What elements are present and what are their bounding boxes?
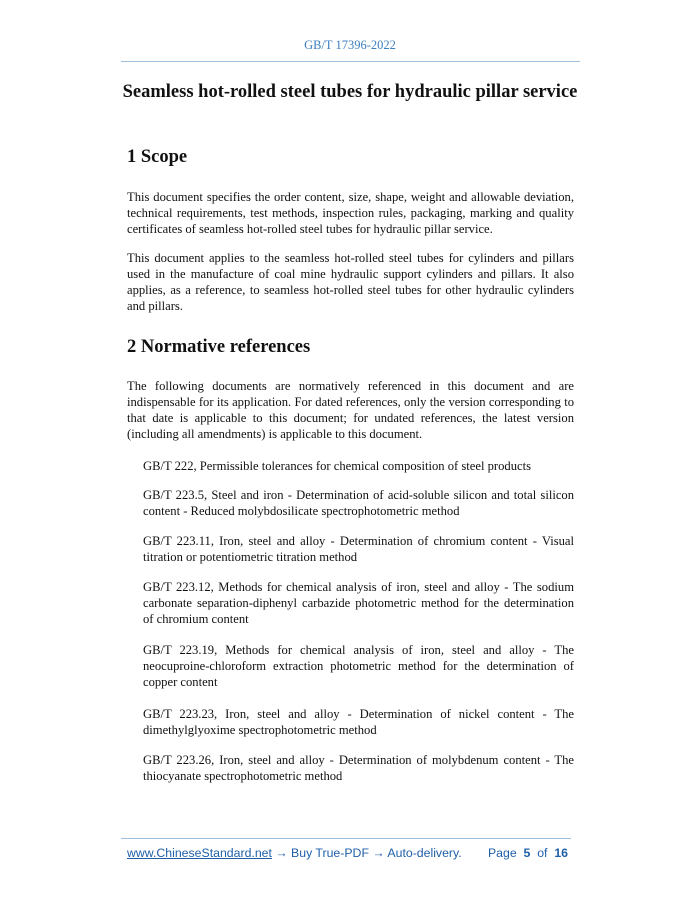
reference-item: GB/T 222, Permissible tolerances for chemical composition of steel products	[143, 459, 531, 473]
footer-promo	[127, 846, 462, 860]
current-page: 5	[523, 846, 531, 860]
reference-item: GB/T 223.26, Iron, steel and alloy - Determination of molybdenum content - The thiocyanate spectrophotometric method	[143, 753, 574, 783]
footer	[127, 846, 570, 860]
paragraph: This document applies to the seamless hot-rolled steel tubes for cylinders and pillars used in the manufacture of coal mine hydraulic support cylinders and pillars. It also applies, as a reference, to seamless hot-rolled steel tubes for other hydraulic cylinders and pillars.	[127, 251, 574, 313]
reference-item: GB/T 223.19, Methods for chemical analysis of iron, steel and alloy - The neocuproine-chloroform extraction photometric method for the determination of copper content	[143, 643, 574, 689]
section-heading-scope: 1 Scope	[127, 147, 188, 167]
paragraph: The following documents are normatively referenced in this document and are indispensable for its application. For dated references, only the version corresponding to that date is applicable to this document; for undated references, the latest version (including all amendments) is applicable to this document.	[127, 379, 574, 441]
reference-item: GB/T 223.5, Steel and iron - Determination of acid-soluble silicon and total silicon content - Reduced molybdosilicate spectrophotometric method	[143, 488, 574, 518]
reference-item: GB/T 223.23, Iron, steel and alloy - Determination of nickel content - The dimethylglyoxime spectrophotometric method	[143, 707, 574, 737]
page-indicator: Page 5 of 16	[487, 846, 568, 860]
footer-divider	[121, 838, 571, 839]
section-heading-normative-references: 2 Normative references	[127, 337, 311, 357]
website-link[interactable]: www.ChineseStandard.net	[127, 846, 272, 860]
reference-item: GB/T 223.11, Iron, steel and alloy - Determination of chromium content - Visual titration or potentiometric titration method	[143, 534, 574, 564]
paragraph: This document specifies the order content, size, shape, weight and allowable deviation, technical requirements, test methods, inspection rules, packaging, marking and quality certificates of seamless hot-rolled steel tubes for hydraulic pillar service.	[127, 190, 574, 236]
document-title: Seamless hot-rolled steel tubes for hydraulic pillar service	[122, 82, 578, 102]
reference-item: GB/T 223.12, Methods for chemical analysis of iron, steel and alloy - The sodium carbonate separation-diphenyl carbazide photometric method for the determination of chromium content	[143, 580, 574, 626]
promo-text: → Buy True-PDF → Auto-delivery.	[271, 846, 462, 860]
header-divider	[121, 61, 580, 62]
total-pages: 16	[554, 846, 568, 860]
running-header: GB/T 17396-2022	[304, 38, 396, 52]
